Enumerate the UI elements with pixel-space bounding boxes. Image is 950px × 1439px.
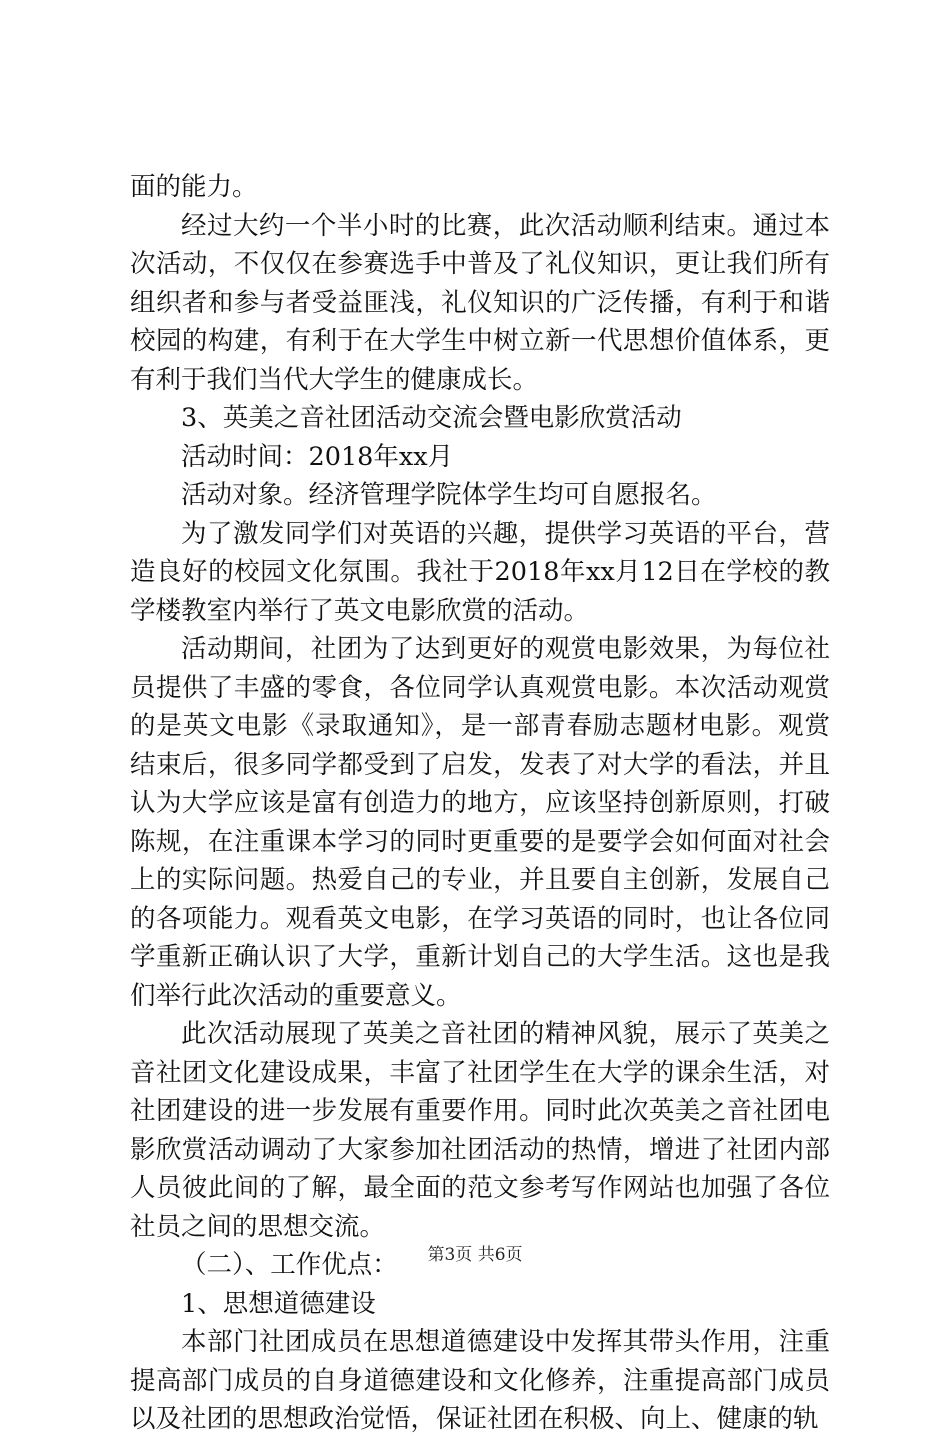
section-heading-english-club: 3、英美之音社团活动交流会暨电影欣赏活动 xyxy=(181,403,682,433)
section-heading-strengths: （二）、工作优点： xyxy=(181,1250,398,1280)
activity-time: 活动时间：2018年xx月 xyxy=(181,441,454,472)
activity-audience: 活动对象。经济管理学院体学生均可自愿报名。 xyxy=(181,480,717,510)
subheading-moral-building: 1、思想道德建设 xyxy=(181,1288,376,1319)
paragraph-purpose: 为了激发同学们对英语的兴趣，提供学习英语的平台，营造良好的校园文化氛围。我社于2018年xx月12日在学校的教学楼教室内举行了英文电影欣赏的活动。 xyxy=(130,518,830,626)
paragraph-moral-building: 本部门社团成员在思想道德建设中发挥其带头作用，注重提高部门成员的自身道德建设和文化修养，注重提高部门成员以及社团的思想政治觉悟，保证社团在积极、向上、健康的轨 xyxy=(130,1327,830,1434)
page-number-footer: 第3页 共6页 xyxy=(427,1245,523,1265)
paragraph-competition-summary: 经过大约一个半小时的比赛，此次活动顺利结束。通过本次活动，不仅仅在参赛选手中普及了礼仪知识，更让我们所有组织者和参与者受益匪浅，礼仪知识的广泛传播，有利于和谐校园的构建，有利于在大学生中树立新一代思想价值体系，更有利于我们当代大学生的健康成长。 xyxy=(130,210,830,395)
paragraph-activity-details: 活动期间，社团为了达到更好的观赏电影效果，为每位社员提供了丰盛的零食，各位同学认真观赏电影。本次活动观赏的是英文电影《录取通知》，是一部青春励志题材电影。观赏结束后，很多同学都受到了启发，发表了对大学的看法，并且认为大学应该是富有创造力的地方，应该坚持创新原则，打破陈规，在注重课本学习的同时更重要的是要学会如何面对社会上的实际问题。热爱自己的专业，并且要自主创新，发展自己的各项能力。观看英文电影，在学习英语的同时，也让各位同学重新正确认识了大学，重新计划自己的大学生活。这也是我们举行此次活动的重要意义。 xyxy=(130,634,830,1011)
paragraph-continuation: 面的能力。 xyxy=(130,172,258,202)
paragraph-activity-significance: 此次活动展现了英美之音社团的精神风貌，展示了英美之音社团文化建设成果，丰富了社团学生在大学的课余生活，对社团建设的进一步发展有重要作用。同时此次英美之音社团电影欣赏活动调动了大家参加社团活动的热情，增进了社团内部人员彼此间的了解，最全面的范文参考写作网站也加强了各位社员之间的思想交流。 xyxy=(130,1019,830,1242)
